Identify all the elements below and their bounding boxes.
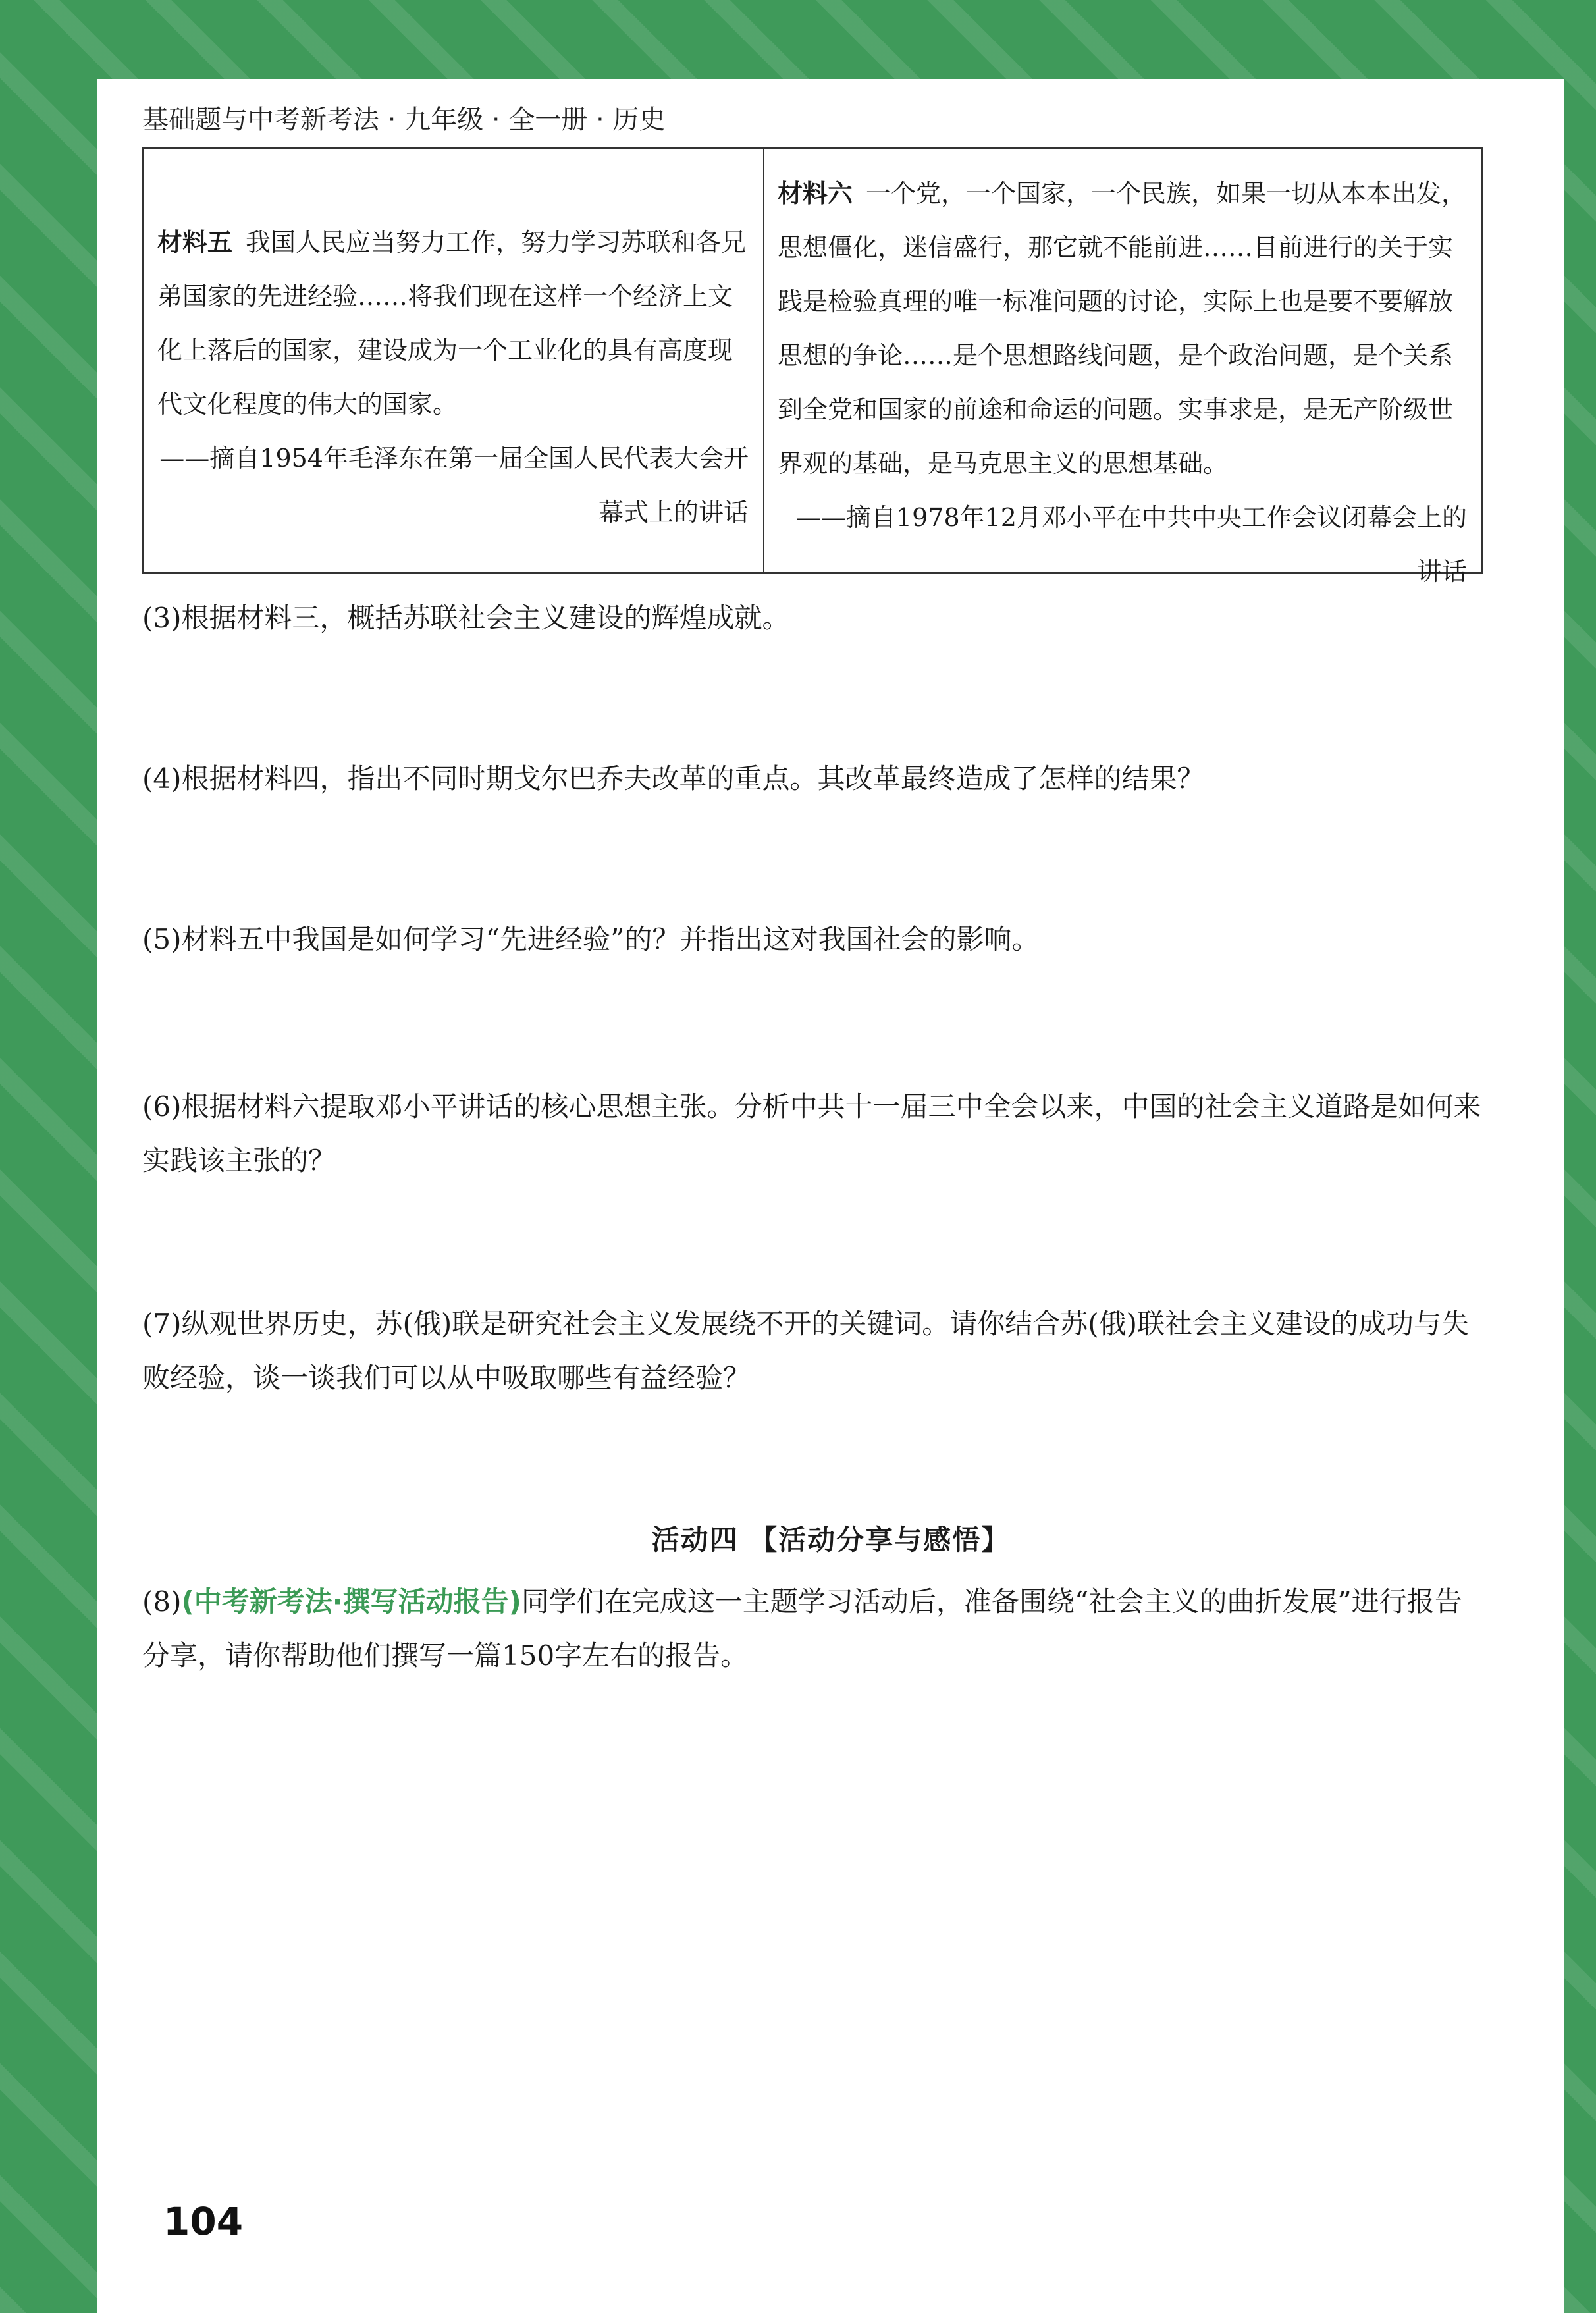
activity-title: 活动四 【活动分享与感悟】 — [651, 1524, 1011, 1556]
material-six-body — [778, 167, 1467, 491]
question-6: (6)根据材料六提取邓小平讲话的核心思想主张。分析中共十一届三中全会以来，中国的社会主义道路是如何来实践该主张的？ — [142, 1090, 1481, 1177]
question-3: (3)根据材料三，概括苏联社会主义建设的辉煌成就。 — [142, 602, 790, 634]
question-7: (7)纵观世界历史，苏(俄)联是研究社会主义发展绕不开的关键词。请你结合苏(俄)联社会主义建设的成功与失败经验，谈一谈我们可以从中吸取哪些有益经验？ — [142, 1308, 1470, 1394]
material-six — [764, 149, 1481, 586]
question-8-tag: (中考新考法·撰写活动报告) — [181, 1585, 521, 1618]
page-number: 104 — [163, 2199, 244, 2244]
materials-table — [142, 147, 1483, 586]
question-8-text: 同学们在完成这一主题学习活动后，准备围绕“社会主义的曲折发展”进行报告分享，请你帮助他们撰写一篇150字左右的报告。 — [142, 1585, 1462, 1672]
material-six-label: 材料六 — [778, 179, 853, 208]
material-six-text: 一个党，一个国家，一个民族，如果一切从本本出发，思想僵化，迷信盛行，那它就不能前进……目前进行的关于实践是检验真理的唯一标准问题的讨论，实际上也是要不要解放思想的争论……是个思想路线问题，是个政治问题，是个关系到全党和国家的前途和命运的问题。实事求是，是无产阶级世界观的基础，是马克思主义的思想基础。 — [778, 179, 1467, 478]
material-five — [144, 149, 764, 572]
material-five-source: ——摘自1954年毛泽东在第一届全国人民代表大会开幕式上的讲话 — [159, 444, 749, 527]
question-5: (5)材料五中我国是如何学习“先进经验”的？并指出这对我国社会的影响。 — [142, 923, 1040, 955]
question-8-number: (8) — [142, 1585, 182, 1618]
material-five-body — [157, 215, 749, 431]
page-sheet — [97, 79, 1564, 2313]
material-six-source: ——摘自1978年12月邓小平在中共中央工作会议闭幕会上的讲话 — [795, 503, 1467, 586]
material-five-label: 材料五 — [157, 228, 233, 257]
material-five-text: 我国人民应当努力工作，努力学习苏联和各兄弟国家的先进经验……将我们现在这样一个经济上文化上落后的国家，建设成为一个工业化的具有高度现代文化程度的伟大的国家。 — [157, 228, 747, 419]
question-8 — [142, 1575, 1485, 1683]
page-header: 基础题与中考新考法 · 九年级 · 全一册 · 历史 — [142, 105, 666, 135]
question-4: (4)根据材料四，指出不同时期戈尔巴乔夫改革的重点。其改革最终造成了怎样的结果？ — [142, 762, 1205, 795]
